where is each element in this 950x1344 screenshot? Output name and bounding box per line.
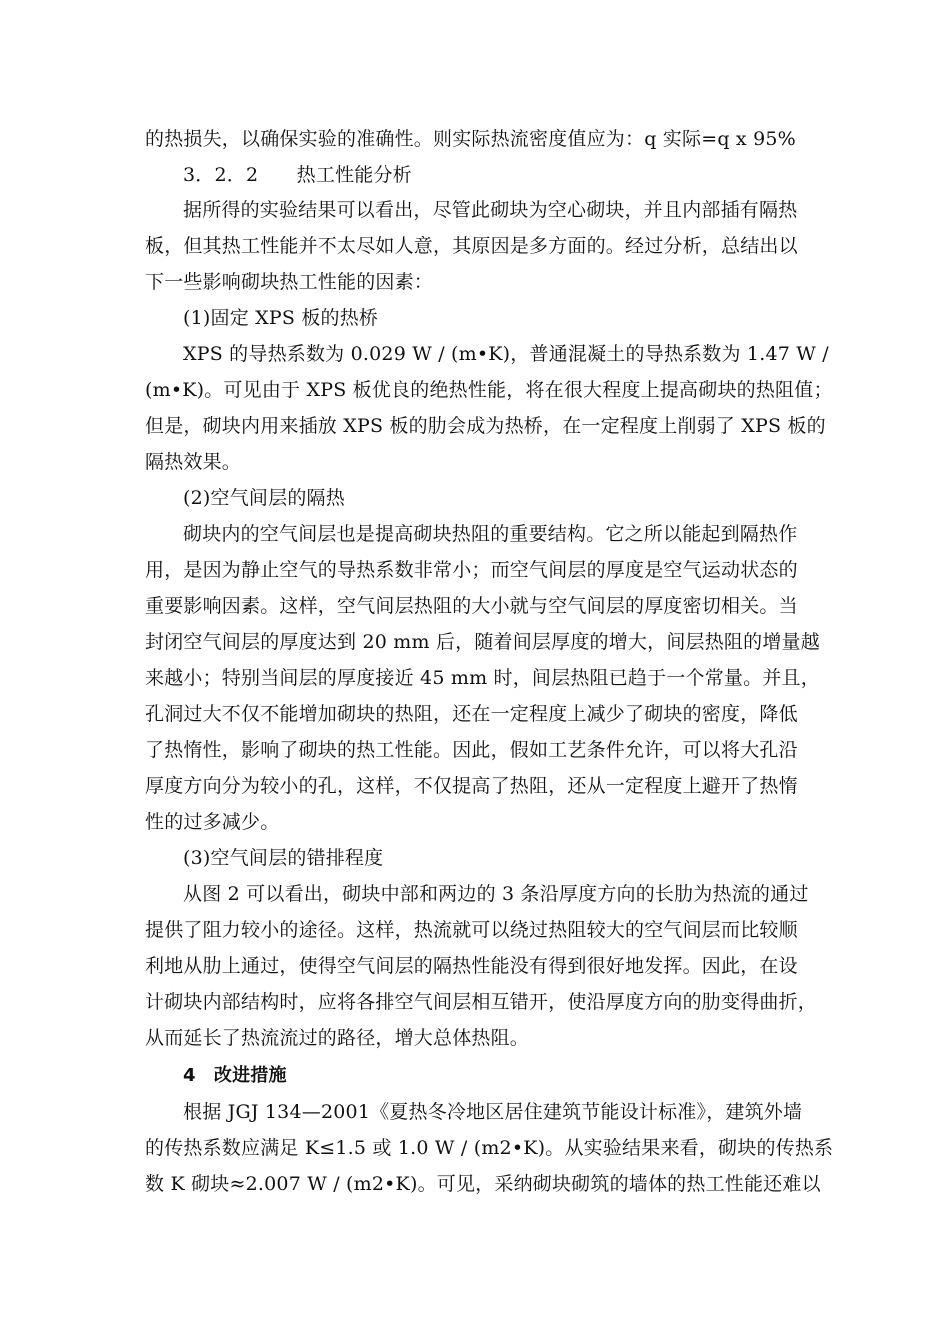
paragraph-line: 性的过多减少。 <box>145 811 280 833</box>
paragraph-line: 计砌块内部结构时，应将各排空气间层相互错开，使沿厚度方向的肋变得曲折， <box>145 991 818 1013</box>
paragraph-line: 来越小；特别当间层的厚度接近 45 mm 时，间层热阻已趋于一个常量。并且， <box>145 667 820 689</box>
paragraph-line: 从而延长了热流流过的路径，增大总体热阻。 <box>145 1027 530 1049</box>
paragraph-line: 数 K 砌块≈2.007 W / (m2•K)。可见，采纳砌块砌筑的墙体的热工性能还难以 <box>145 1173 821 1195</box>
paragraph-line: 厚度方向分为较小的孔，这样，不仅提高了热阻，还从一定程度上避开了热惰 <box>145 775 798 797</box>
paragraph-line: 下一些影响砌块热工性能的因素： <box>145 271 434 293</box>
subheading: (3)空气间层的错排程度 <box>183 847 384 869</box>
section-heading: 3．2．2 热工性能分析 <box>183 164 412 186</box>
subheading: (2)空气间层的隔热 <box>183 487 345 509</box>
paragraph-line: 用，是因为静止空气的导热系数非常小；而空气间层的厚度是空气运动状态的 <box>145 559 798 581</box>
paragraph-line: 的热损失，以确保实验的准确性。则实际热流密度值应为：q 实际=q x 95% <box>145 128 796 150</box>
paragraph-line: 但是，砌块内用来插放 XPS 板的肋会成为热桥，在一定程度上削弱了 XPS 板的 <box>145 415 826 437</box>
paragraph-line: 了热惰性，影响了砌块的热工性能。因此，假如工艺条件允许，可以将大孔沿 <box>145 739 798 761</box>
paragraph-line: 根据 JGJ 134—2001《夏热冬冷地区居住建筑节能设计标准》，建筑外墙 <box>183 1101 803 1123</box>
paragraph-line: (m•K)。可见由于 XPS 板优良的绝热性能，将在很大程度上提高砌块的热阻值； <box>145 379 833 401</box>
paragraph-line: 板，但其热工性能并不太尽如人意，其原因是多方面的。经过分析，总结出以 <box>145 235 798 257</box>
paragraph-line: 孔洞过大不仅不能增加砌块的热阻，还在一定程度上减少了砌块的密度，降低 <box>145 703 798 725</box>
paragraph-line: 从图 2 可以看出，砌块中部和两边的 3 条沿厚度方向的长肋为热流的通过 <box>183 883 809 905</box>
subheading: (1)固定 XPS 板的热桥 <box>183 307 379 329</box>
paragraph-line: 的传热系数应满足 K≤1.5 或 1.0 W / (m2•K)。从实验结果来看，砌块的传热系 <box>145 1137 834 1159</box>
paragraph-line: 隔热效果。 <box>145 451 242 473</box>
paragraph-line: 利地从肋上通过，使得空气间层的隔热性能没有得到很好地发挥。因此，在设 <box>145 955 798 977</box>
paragraph-line: 重要影响因素。这样，空气间层热阻的大小就与空气间层的厚度密切相关。当 <box>145 595 798 617</box>
paragraph-line: XPS 的导热系数为 0.029 W / (m•K)，普通混凝土的导热系数为 1.47 W / <box>183 343 829 365</box>
section-heading: 4 改进措施 <box>183 1065 287 1086</box>
paragraph-line: 提供了阻力较小的途径。这样，热流就可以绕过热阻较大的空气间层而比较顺 <box>145 919 798 941</box>
paragraph-line: 砌块内的空气间层也是提高砌块热阻的重要结构。它之所以能起到隔热作 <box>183 523 798 545</box>
paragraph-line: 封闭空气间层的厚度达到 20 mm 后，随着间层厚度的增大，间层热阻的增量越 <box>145 631 820 653</box>
paragraph-line: 据所得的实验结果可以看出，尽管此砌块为空心砌块，并且内部插有隔热 <box>183 199 798 221</box>
